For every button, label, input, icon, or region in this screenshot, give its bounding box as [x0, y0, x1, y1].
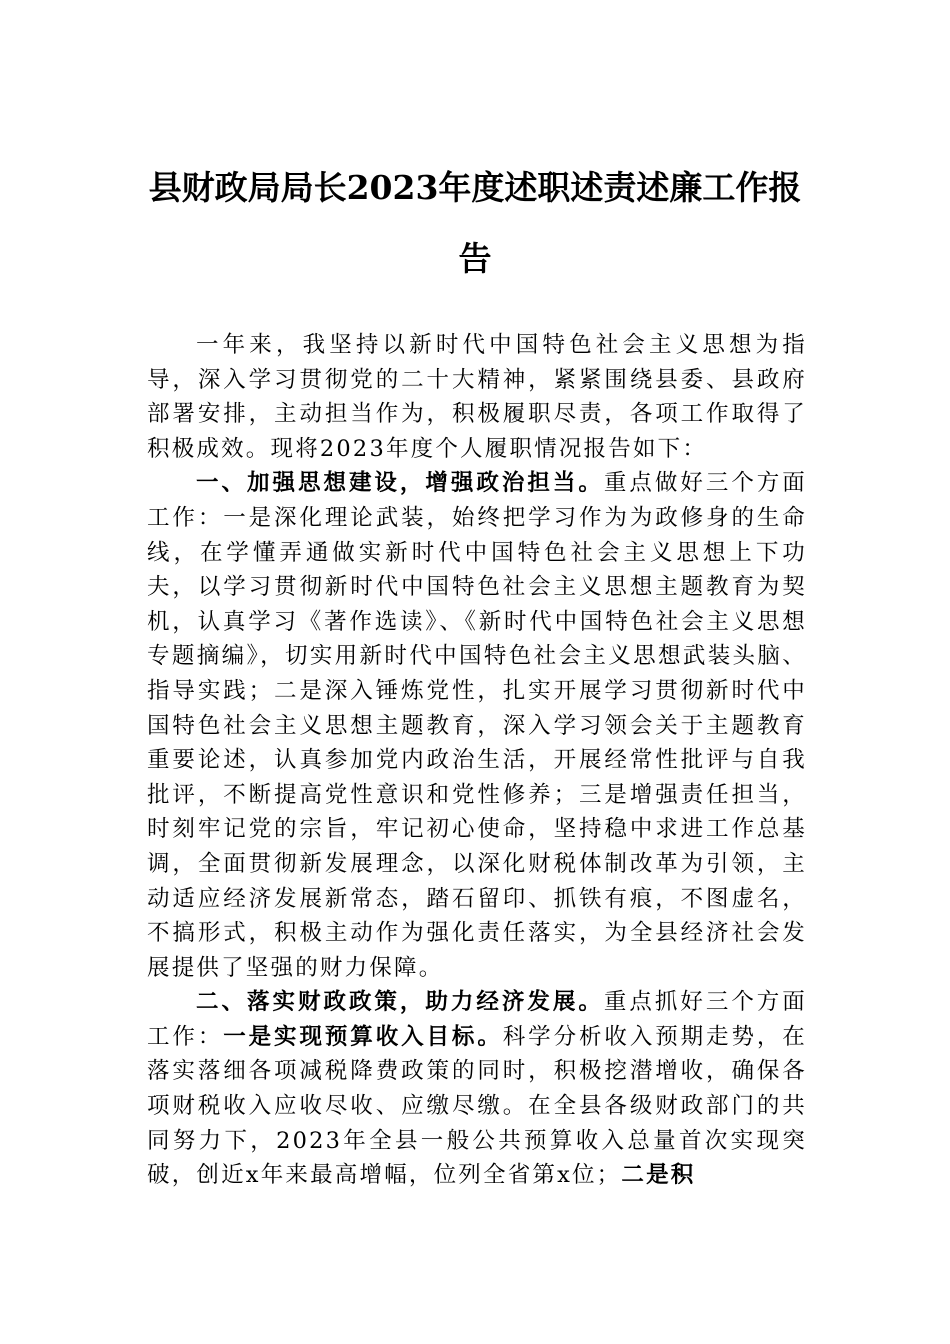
subsection-heading: 二是积: [621, 1162, 696, 1189]
paragraph-intro: [147, 328, 807, 466]
paragraph-text: 重点做好三个方面工作：一是深化理论武装，始终把学习作为为政修身的生命线，在学懂弄通做实新时代中国特色社会主义思想上下功夫，以学习贯彻新时代中国特色社会主义思想主题教育为契机，认真学习《著作选读》、《新时代中国特色社会主义思想专题摘编》，切实用新时代中国特色社会主义思想武装头脑、指导实践；二是深入锤炼党性，扎实开展学习贯彻新时代中国特色社会主义思想主题教育，深入学习领会关于主题教育重要论述，认真参加党内政治生活，开展经常性批评与自我批评，不断提高党性意识和党性修养；三是增强责任担当，时刻牢记党的宗旨，牢记初心使命，坚持稳中求进工作总基调，全面贯彻新发展理念，以深化财税体制改革为引领，主动适应经济发展新常态，踏石留印、抓铁有痕，不图虚名，不搞形式，积极主动作为强化责任落实，为全县经济社会发展提供了坚强的财力保障。: [147, 470, 807, 981]
paragraph-text: 一年来，我坚持以新时代中国特色社会主义思想为指导，深入学习贯彻党的二十大精神，紧紧围绕县委、县政府部署安排，主动担当作为，积极履职尽责，各项工作取得了积极成效。现将2023年度个人履职情况报告如下：: [147, 332, 807, 462]
document-body: [147, 328, 807, 1193]
section-heading: 二、落实财政政策，助力经济发展。: [196, 989, 604, 1016]
paragraph-section-two: [147, 985, 807, 1193]
paragraph-section-one: [147, 466, 807, 985]
section-heading: 一、加强思想建设，增强政治担当。: [196, 470, 604, 497]
paragraph-text: 重点抓好三个方面工作：: [147, 989, 807, 1050]
subsection-heading: 一是实现预算收入目标。: [223, 1023, 503, 1050]
paragraph-text: 科学分析收入预期走势，在落实落细各项减税降费政策的同时，积极挖潜增收，确保各项财税收入应收尽收、应缴尽缴。在全县各级财政部门的共同努力下，2023年全县一般公共预算收入总量首次实现突破，创近x年来最高增幅，位列全省第x位；: [147, 1023, 807, 1189]
document-title: 县财政局局长2023年度述职述责述廉工作报告: [148, 168, 802, 278]
